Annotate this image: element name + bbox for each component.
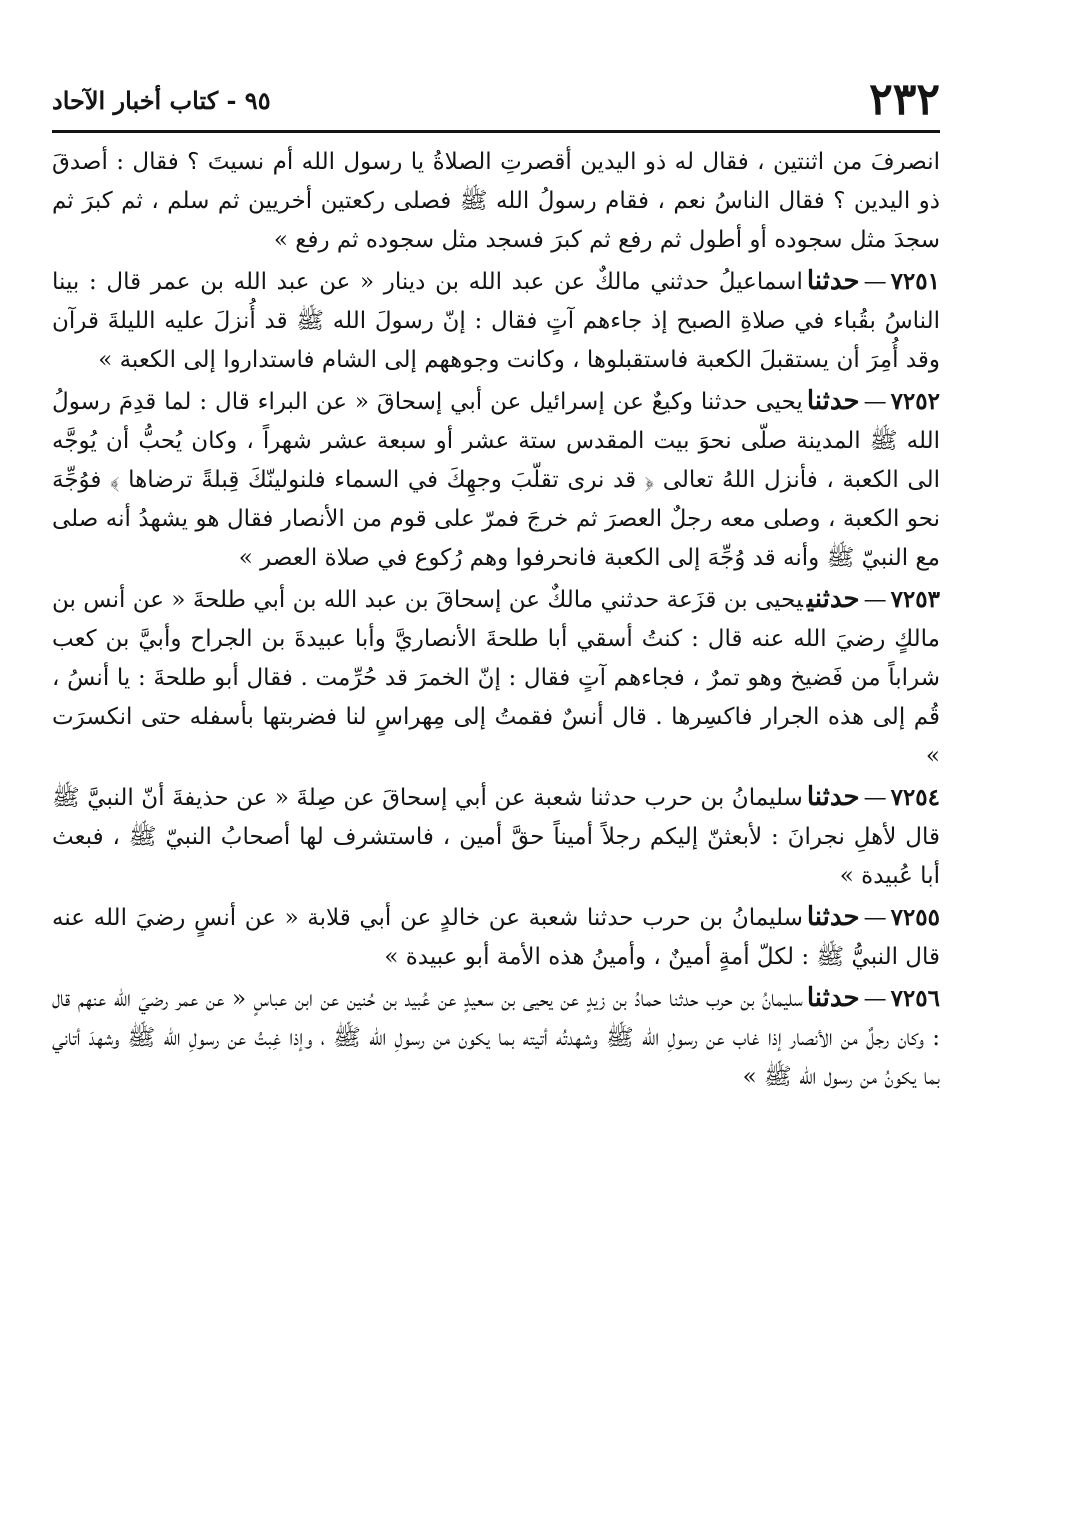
hadith-number: ٧٢٥٦ — [890, 985, 940, 1012]
hadith-dash: — — [863, 785, 887, 811]
hadith-7251 — [52, 262, 940, 380]
running-head — [52, 72, 940, 133]
hadith-number: ٧٢٥٣ — [890, 586, 940, 613]
hadith-number: ٧٢٥٢ — [890, 388, 940, 415]
hadith-keyword: حدثنا — [806, 386, 860, 416]
hadith-keyword: حدثنا — [806, 266, 860, 296]
hadith-dash: — — [863, 389, 887, 415]
hadith-keyword: حدثنا — [806, 902, 860, 932]
page-number: ٢٣٢ — [869, 74, 940, 125]
hadith-text: سليمانُ بن حرب حدثنا شعبة عن خالدٍ عن أبي قلابة « عن أنسٍ رضيَ الله عنه قال النبيُّ ﷺ : لكلّ أمةٍ أمينٌ ، وأمينُ هذه الأمة أبو عبيدة » — [52, 905, 940, 970]
book-page — [52, 72, 940, 1492]
hadith-dash: — — [863, 269, 887, 295]
hadith-number: ٧٢٥١ — [890, 268, 940, 295]
hadith-7254 — [52, 778, 940, 896]
hadith-text: سليمانُ بن حرب حدثنا شعبة عن أبي إسحاقَ عن صِلةَ « عن حذيفةَ أنّ النبيَّ ﷺ قال لأهلِ نجرانَ : لأبعثنّ إليكم رجلاً أميناً حقَّ أمين ، فاستشرف لها أصحابُ النبيّ ﷺ ، فبعث أبا عُبيدة » — [52, 785, 940, 889]
hadith-text: يحيى حدثنا وكيعٌ عن إسرائيل عن أبي إسحاقَ « عن البراء قال : لما قدِمَ رسولُ الله ﷺ المدينة صلّى نحوَ بيت المقدس ستة عشر أو سبعة عشر شهراً ، وكان يُحبُّ أن يُوجَّه الى الكعبة ، فأنزل اللهُ تعالى ﴿ قد نرى تقلّبَ وجهِكَ في السماء فلنولينّكَ قِبلةً ترضاها ﴾ فوُجِّهَ نحو الكعبة ، وصلى معه رجلٌ العصرَ ثم خرجَ فمرّ على قوم من الأنصار فقال هو يشهدُ أنه صلى مع النبيّ ﷺ وأنه قد وُجِّهَ إلى الكعبة فانحرفوا وهم رُكوع في صلاة العصر » — [52, 389, 940, 571]
hadith-keyword: حدثنا — [806, 782, 860, 812]
hadith-number: ٧٢٥٥ — [890, 904, 940, 931]
hadith-dash: — — [863, 905, 887, 931]
page-body — [52, 133, 940, 1097]
hadith-number: ٧٢٥٤ — [890, 784, 940, 811]
hadith-dash: — — [863, 587, 887, 613]
hadith-7256 — [52, 979, 940, 1097]
book-chapter-title: ٩٥ - كتاب أخبار الآحاد — [52, 86, 271, 115]
hadith-7252 — [52, 382, 940, 578]
hadith-7253 — [52, 580, 940, 776]
hadith-dash: — — [863, 986, 887, 1012]
hadith-7255 — [52, 898, 940, 977]
hadith-keyword: حدثنا — [806, 983, 860, 1013]
continuation-paragraph: انصرفَ من اثنتين ، فقال له ذو اليدين أقصرتِ الصلاةُ يا رسول الله أم نسيتَ ؟ فقال : أصدقَ ذو اليدين ؟ فقال الناسُ نعم ، فقام رسولُ الله ﷺ فصلى ركعتين أخريين ثم سلم ، ثم كبرَ ثم سجدَ مثل سجوده أو أطول ثم رفع ثم كبرَ فسجد مثل سجوده ثم رفع » — [52, 149, 940, 253]
hadith-keyword: حدثني — [806, 584, 860, 614]
hadith-text: يحيى بن قزَعة حدثني مالكٌ عن إسحاقَ بن عبد الله بن أبي طلحةَ « عن أنس بن مالكٍ رضيَ الله عنه قال : كنتُ أسقي أبا طلحةَ الأنصاريَّ وأبا عبيدةَ بن الجراح وأبيَّ بن كعب شراباً من فَضيخ وهو تمرٌ ، فجاءهم آتٍ فقال : إنّ الخمرَ قد حُرِّمت . فقال أبو طلحةَ : يا أنسُ ، قُم إلى هذه الجرار فاكسِرها . قال أنسٌ فقمتُ إلى مِهراسٍ لنا فضربتها بأسفله حتى انكسرَت » — [52, 587, 940, 769]
hadith-text: اسماعيلُ حدثني مالكٌ عن عبد الله بن دينار « عن عبد الله بن عمر قال : بينا الناسُ بقُباء في صلاةِ الصبح إذ جاءهم آتٍ فقال : إنّ رسولَ الله ﷺ قد أُنزلَ عليه الليلةَ قرآن وقد أُمِرَ أن يستقبلَ الكعبة فاستقبلوها ، وكانت وجوههم إلى الشام فاستداروا إلى الكعبة » — [52, 269, 940, 373]
hadith-text: سليمانُ بن حرب حدثنا حمادُ بن زيدٍ عن يحيى بن سعيدٍ عن عُبيد بن حُنين عن ابن عباسٍ « عن عمر رضيَ الله عنهم قال : وكان رجلٌ من الأنصار إذا غاب عن رسولِ الله ﷺ وشهدتُه أتيته بما يكون من رسولِ الله ﷺ ، وإذا غِبتُ عن رسولِ الله ﷺ وشهدَ أتاني بما يكونُ من رسول الله ﷺ » — [52, 986, 940, 1090]
